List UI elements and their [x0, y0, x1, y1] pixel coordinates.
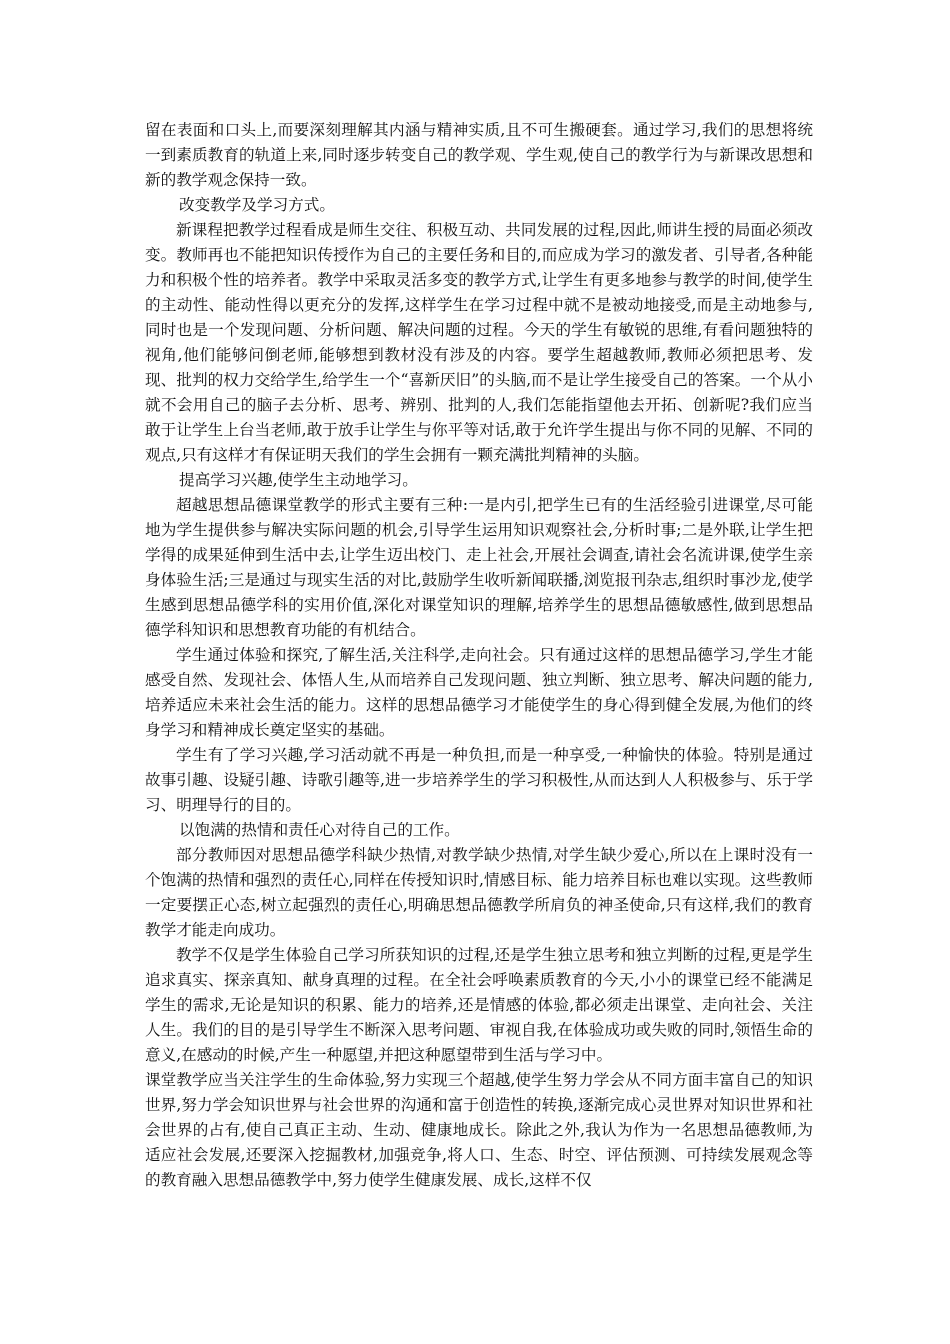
paragraph-experience-inquiry: 学生通过体验和探究,了解生活,关注科学,走向社会。只有通过这样的思想品德学习,学生才能感受自然、发现社会、体悟人生,从而培养自己发现问题、独立判断、独立思考、解决问题的能力,培养适应未来社会生活的能力。这样的思想品德学习才能使学生的身心得到健全发展,为他们的终身学习和精神成长奠定坚实的基础。: [145, 646, 813, 739]
paragraph-continuation: 留在表面和口头上,而要深刻理解其内涵与精神实质,且不可生搬硬套。通过学习,我们的思想将统一到素质教育的轨道上来,同时逐步转变自己的教学观、学生观,使自己的教学行为与新课改思想和新的教学观念保持一致。: [145, 121, 813, 189]
paragraph-life-experience: 课堂教学应当关注学生的生命体验,努力实现三个超越,使学生努力学会从不同方面丰富自己的知识世界,努力学会知识世界与社会世界的沟通和富于创造性的转换,逐渐完成心灵世界对知识世界和社会世界的占有,使自己真正主动、生动、健康地成长。除此之外,我认为作为一名思想品德教师,为适应社会发展,还要深入挖掘教材,加强竞争,将人口、生态、时空、评估预测、可持续发展观念等的教育融入思想品德教学中,努力使学生健康发展、成长,这样不仅: [145, 1071, 813, 1189]
paragraph-learning-interest: 学生有了学习兴趣,学习活动就不再是一种负担,而是一种享受,一种愉快的体验。特别是通过故事引趣、设疑引趣、诗歌引趣等,进一步培养学生的学习积极性,从而达到人人积极参与、乐于学习、明理导行的目的。: [145, 746, 813, 814]
section-heading-teaching-methods: 改变教学及学习方式。: [179, 196, 335, 214]
section-heading-learning-interest: 提高学习兴趣,使学生主动地学习。: [179, 471, 418, 489]
document-body: [145, 118, 813, 1193]
section-heading-enthusiasm: 以饱满的热情和责任心对待自己的工作。: [179, 821, 460, 839]
paragraph-teaching-process: 教学不仅是学生体验自己学习所获知识的过程,还是学生独立思考和独立判断的过程,更是学生追求真实、探亲真知、献身真理的过程。在全社会呼唤素质教育的今天,小小的课堂已经不能满足学生的需求,无论是知识的积累、能力的培养,还是情感的体验,都必须走出课堂、走向社会、关注人生。我们的目的是引导学生不断深入思考问题、审视自我,在体验成功或失败的同时,领悟生命的意义,在感动的时候,产生一种愿望,并把这种愿望带到生活与学习中。: [145, 946, 813, 1064]
paragraph-teacher-enthusiasm: 部分教师因对思想品德学科缺少热情,对教学缺少热情,对学生缺少爱心,所以在上课时没有一个饱满的热情和强烈的责任心,同样在传授知识时,情感目标、能力培养目标也难以实现。这些教师一定要摆正心态,树立起强烈的责任心,明确思想品德教学所肩负的神圣使命,只有这样,我们的教育教学才能走向成功。: [145, 846, 813, 939]
paragraph-classroom-forms: 超越思想品德课堂教学的形式主要有三种:一是内引,把学生已有的生活经验引进课堂,尽可能地为学生提供参与解决实际问题的机会,引导学生运用知识观察社会,分析时事;二是外联,让学生把学得的成果延伸到生活中去,让学生迈出校门、走上社会,开展社会调查,请社会名流讲课,使学生亲身体验生活;三是通过与现实生活的对比,鼓励学生收听新闻联播,浏览报刊杂志,组织时事沙龙,使学生感到思想品德学科的实用价值,深化对课堂知识的理解,培养学生的思想品德敏感性,做到思想品德学科知识和思想教育功能的有机结合。: [145, 496, 813, 639]
paragraph-new-curriculum: 新课程把教学过程看成是师生交往、积极互动、共同发展的过程,因此,师讲生授的局面必须改变。教师再也不能把知识传授作为自己的主要任务和目的,而应成为学习的激发者、引导者,各种能力和积极个性的培养者。教学中采取灵活多变的教学方式,让学生有更多地参与教学的时间,使学生的主动性、能动性得以更充分的发挥,这样学生在学习过程中就不是被动地接受,而是主动地参与,同时也是一个发现问题、分析问题、解决问题的过程。今天的学生有敏锐的思维,有看问题独特的视角,他们能够问倒老师,能够想到教材没有涉及的内容。要学生超越教师,教师必须把思考、发现、批判的权力交给学生,给学生一个“喜新厌旧”的头脑,而不是让学生接受自己的答案。一个从小就不会用自己的脑子去分析、思考、辨别、批判的人,我们怎能指望他去开拓、创新呢?我们应当敢于让学生上台当老师,敢于放手让学生与你平等对话,敢于允许学生提出与你不同的见解、不同的观点,只有这样才有保证明天我们的学生会拥有一颗充满批判精神的头脑。: [145, 221, 813, 464]
